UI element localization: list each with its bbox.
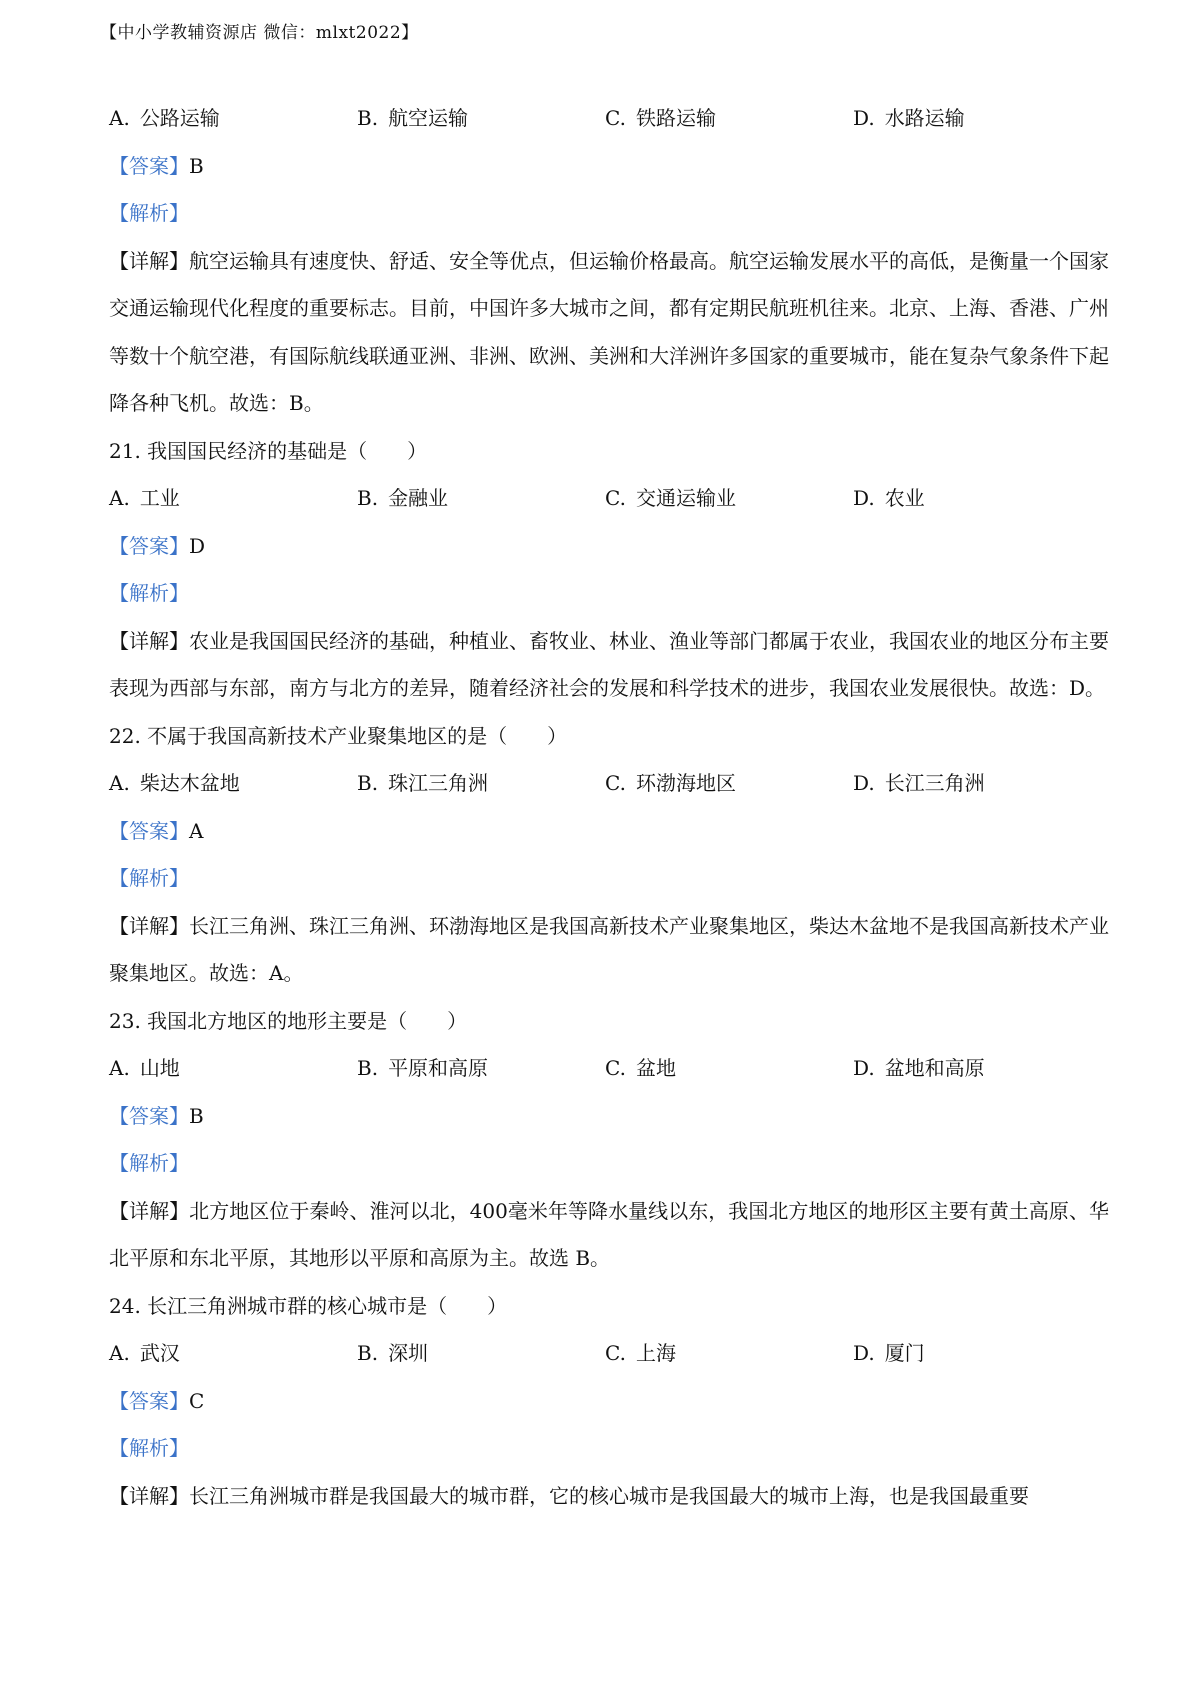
q21-stem: 21. 我国国民经济的基础是（ ） xyxy=(109,438,428,463)
q21-detail: 【详解】农业是我国国民经济的基础，种植业、畜牧业、林业、渔业等部门都属于农业，我国农业的地区分布主要表现为西部与东部，南方与北方的差异，随着经济社会的发展和科学技术的进步，我国农业发展很快。故选：D。 xyxy=(109,628,1109,700)
q20-option-d: D. 水路运输 xyxy=(853,106,965,130)
document-body xyxy=(109,95,1109,1520)
q23-answer: 【答案】B xyxy=(109,1103,204,1128)
q21-option-c: C. 交通运输业 xyxy=(605,486,736,510)
q20-analysis-label: 【解析】 xyxy=(109,201,189,225)
q20-options xyxy=(109,95,1109,143)
q20-answer: 【答案】B xyxy=(109,153,204,178)
q23-stem: 23. 我国北方地区的地形主要是（ ） xyxy=(109,1008,468,1033)
q24-analysis-label: 【解析】 xyxy=(109,1436,189,1460)
q22-detail: 【详解】长江三角洲、珠江三角洲、环渤海地区是我国高新技术产业聚集地区，柴达木盆地不是我国高新技术产业聚集地区。故选：A。 xyxy=(109,913,1109,985)
q22-option-c: C. 环渤海地区 xyxy=(605,771,736,795)
q24-detail: 【详解】长江三角洲城市群是我国最大的城市群，它的核心城市是我国最大的城市上海，也是我国最重要 xyxy=(109,1483,1029,1508)
q23-detail: 【详解】北方地区位于秦岭、淮河以北，400毫米年等降水量线以东，我国北方地区的地形区主要有黄土高原、华北平原和东北平原，其地形以平原和高原为主。故选 B。 xyxy=(109,1198,1109,1270)
q24-option-c: C. 上海 xyxy=(605,1341,676,1365)
q23-option-b: B. 平原和高原 xyxy=(357,1056,489,1080)
q22-options xyxy=(109,760,1109,808)
q24-answer: 【答案】C xyxy=(109,1388,205,1413)
q21-answer: 【答案】D xyxy=(109,533,206,558)
q24-stem: 24. 长江三角洲城市群的核心城市是（ ） xyxy=(109,1293,508,1318)
q22-analysis-label: 【解析】 xyxy=(109,866,189,890)
q24-option-a: A. 武汉 xyxy=(109,1341,180,1365)
header-watermark: 【中小学教辅资源店 微信：mlxt2022】 xyxy=(100,23,419,43)
q24-option-b: B. 深圳 xyxy=(357,1341,429,1365)
q23-option-d: D. 盆地和高原 xyxy=(853,1056,985,1080)
q22-option-a: A. 柴达木盆地 xyxy=(109,771,240,795)
q24-options xyxy=(109,1330,1109,1378)
q22-option-d: D. 长江三角洲 xyxy=(853,771,985,795)
q23-options xyxy=(109,1045,1109,1093)
q20-option-a: A. 公路运输 xyxy=(109,106,220,130)
q21-analysis-label: 【解析】 xyxy=(109,581,189,605)
q23-analysis-label: 【解析】 xyxy=(109,1151,189,1175)
q22-answer: 【答案】A xyxy=(109,818,204,843)
q23-option-c: C. 盆地 xyxy=(605,1056,676,1080)
q21-option-d: D. 农业 xyxy=(853,486,925,510)
q22-stem: 22. 不属于我国高新技术产业聚集地区的是（ ） xyxy=(109,723,568,748)
q20-detail: 【详解】航空运输具有速度快、舒适、安全等优点，但运输价格最高。航空运输发展水平的高低，是衡量一个国家交通运输现代化程度的重要标志。目前，中国许多大城市之间，都有定期民航班机往来。北京、上海、香港、广州等数十个航空港，有国际航线联通亚洲、非洲、欧洲、美洲和大洋洲许多国家的重要城市，能在复杂气象条件下起降各种飞机。故选：B。 xyxy=(109,248,1109,415)
q21-option-a: A. 工业 xyxy=(109,486,180,510)
q24-option-d: D. 厦门 xyxy=(853,1341,925,1365)
q20-option-c: C. 铁路运输 xyxy=(605,106,716,130)
q21-option-b: B. 金融业 xyxy=(357,486,449,510)
q21-options xyxy=(109,475,1109,523)
q23-option-a: A. 山地 xyxy=(109,1056,180,1080)
q20-option-b: B. 航空运输 xyxy=(357,106,469,130)
q22-option-b: B. 珠江三角洲 xyxy=(357,771,489,795)
